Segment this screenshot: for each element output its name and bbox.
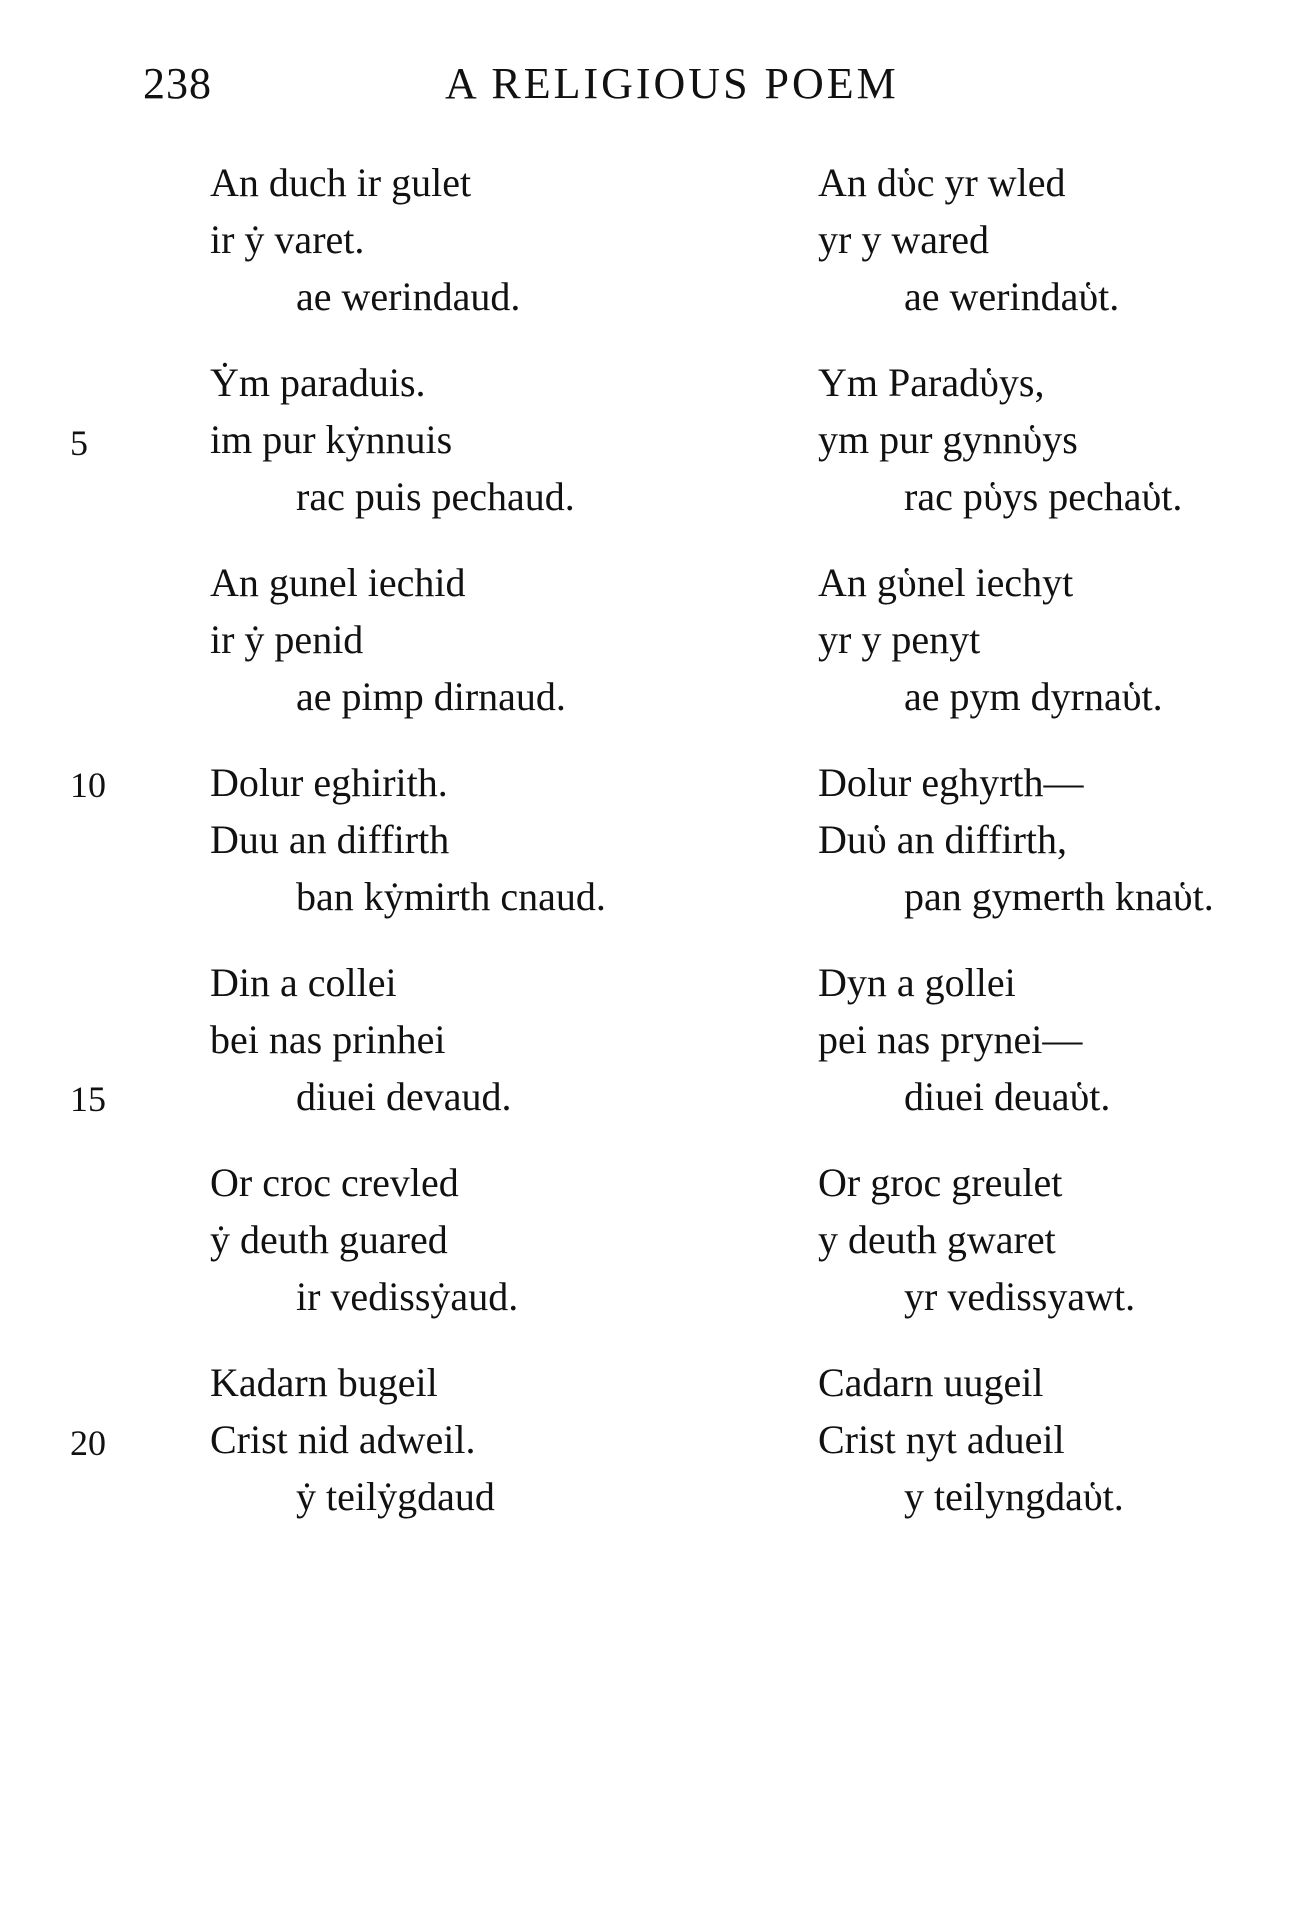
left-verse-line: im pur kẏnnuis	[210, 417, 453, 462]
right-verse-line: yr vedissyawt.	[904, 1274, 1136, 1319]
left-verse-line: rac puis pechaud.	[296, 474, 575, 519]
left-verse-line: ẏ deuth guared	[210, 1217, 448, 1262]
left-verse-line: ae pimp dirnaud.	[296, 674, 566, 719]
page-number: 238	[143, 59, 212, 108]
right-verse-line: yr y penyt	[818, 617, 981, 662]
right-verse-line: pan gymerth knaὑt.	[904, 874, 1214, 919]
left-verse-line: ẏ teilẏgdaud	[296, 1474, 495, 1519]
left-verse-line: ban kẏmirth cnaud.	[296, 874, 606, 919]
left-verse-line: ir ẏ varet.	[210, 217, 365, 262]
left-verse-line: bei nas prinhei	[210, 1017, 446, 1062]
line-number: 20	[70, 1423, 106, 1463]
line-number: 15	[70, 1079, 106, 1119]
right-verse-line: An gὑnel iechyt	[818, 560, 1074, 605]
right-verse-line: Cadarn uugeil	[818, 1360, 1044, 1405]
right-verse-line: Duὑ an diffirth,	[818, 817, 1068, 862]
left-verse-line: ir vedissẏaud.	[296, 1274, 519, 1319]
left-verse-line: Dolur eghirith.	[210, 760, 448, 805]
stanza-1	[0, 160, 1299, 343]
left-verse-line: Kadarn bugeil	[210, 1360, 438, 1405]
right-verse-line: ym pur gynnὑys	[818, 417, 1078, 462]
stanza-2	[0, 360, 1299, 543]
left-verse-line: diuei devaud.	[296, 1074, 512, 1119]
left-verse-line: Duu an diffirth	[210, 817, 450, 862]
right-verse-line: Dolur eghyrth—	[818, 760, 1084, 805]
right-verse-line: ae werindaὑt.	[904, 274, 1120, 319]
right-verse-line: Ym Paradὑys,	[818, 360, 1045, 405]
right-verse-line: An dὑc yr wled	[818, 160, 1066, 205]
left-verse-line: ir ẏ penid	[210, 617, 364, 662]
left-verse-line: An duch ir gulet	[210, 160, 472, 205]
stanza-3	[0, 560, 1299, 743]
left-verse-line: An gunel iechid	[210, 560, 466, 605]
stanza-5	[0, 960, 1299, 1143]
line-number: 10	[70, 765, 106, 805]
right-verse-line: Dyn a gollei	[818, 960, 1016, 1005]
right-verse-line: rac pὑys pechaὑt.	[904, 474, 1183, 519]
page-header	[0, 58, 1299, 118]
right-verse-line: y deuth gwaret	[818, 1217, 1056, 1262]
left-verse-line: Din a collei	[210, 960, 397, 1005]
right-verse-line: Or groc greulet	[818, 1160, 1063, 1205]
line-number: 5	[70, 423, 88, 463]
left-verse-line: Ẏm paraduis.	[210, 360, 426, 405]
stanza-6	[0, 1160, 1299, 1343]
right-verse-line: diuei deuaὑt.	[904, 1074, 1111, 1119]
right-verse-line: ae pym dyrnaὑt.	[904, 674, 1163, 719]
right-verse-line: y teilyngdaὑt.	[904, 1474, 1124, 1519]
right-verse-line: Crist nyt adueil	[818, 1417, 1065, 1462]
running-title: A RELIGIOUS POEM	[445, 59, 899, 108]
stanza-4	[0, 760, 1299, 943]
right-verse-line: yr y wared	[818, 217, 990, 262]
stanza-7	[0, 1360, 1299, 1543]
left-verse-line: Crist nid adweil.	[210, 1417, 476, 1462]
left-verse-line: Or croc crevled	[210, 1160, 459, 1205]
left-verse-line: ae werindaud.	[296, 274, 521, 319]
right-verse-line: pei nas prynei—	[818, 1017, 1083, 1062]
